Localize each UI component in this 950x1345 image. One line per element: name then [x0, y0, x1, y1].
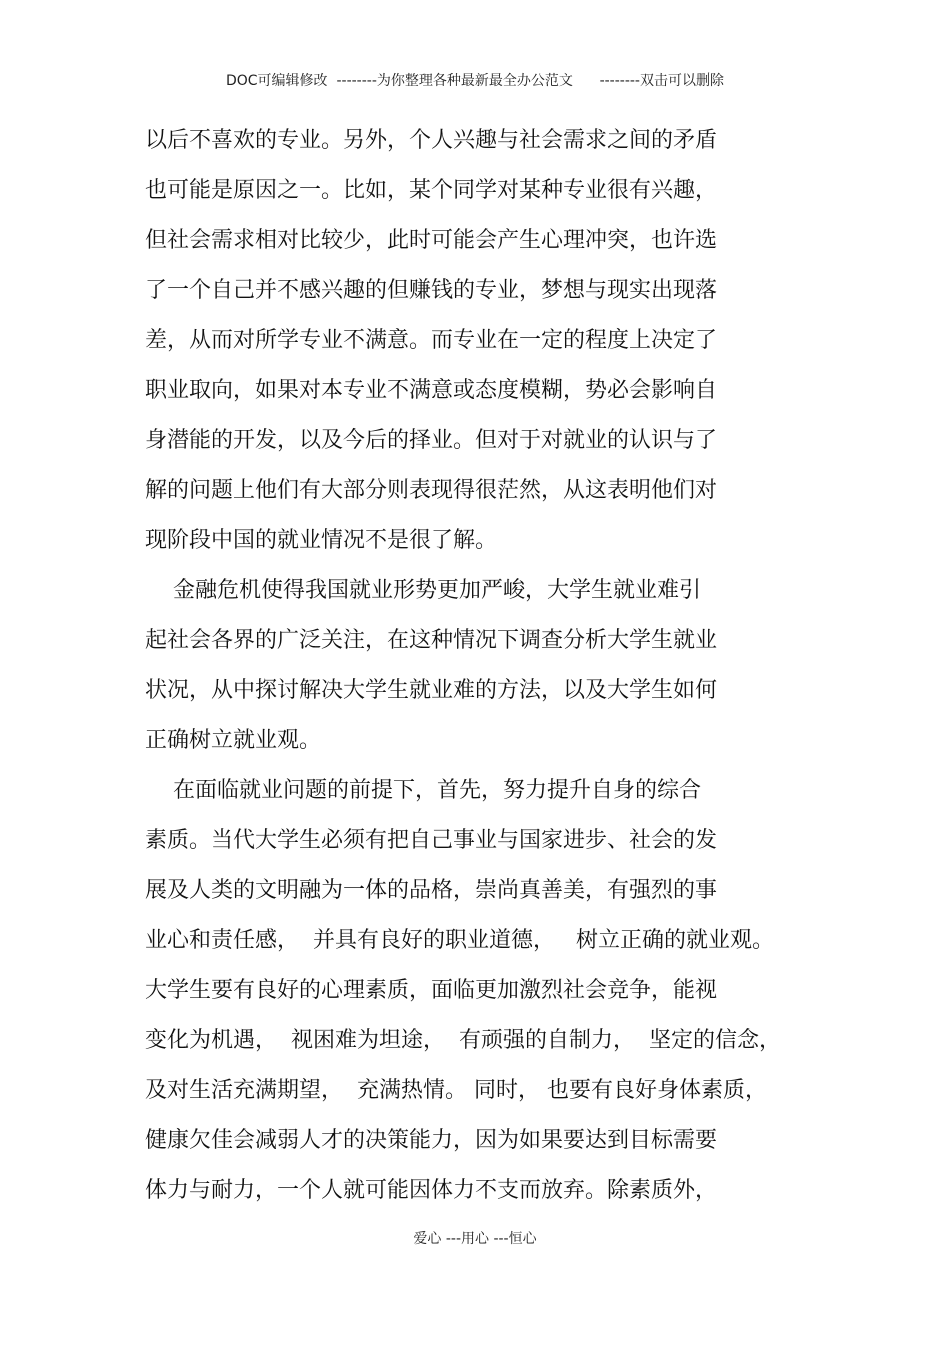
text-line: 现阶段中国的就业情况不是很了解。 [145, 528, 498, 553]
paragraph-start-line: 在面临就业问题的前提下，首先，努力提升自身的综合 [145, 778, 701, 803]
text-line: 展及人类的文明融为一体的品格，崇尚真善美，有强烈的事 [145, 878, 718, 903]
text-line: 正确树立就业观。 [145, 728, 322, 753]
text-line: 及对生活充满期望， 充满热情。 同时， 也要有良好身体素质， [145, 1078, 767, 1103]
text-line: 了一个自己并不感兴趣的但赚钱的专业，梦想与现实出现落 [145, 278, 718, 303]
page-header: DOC可编辑修改 --------为你整理各种最新最全办公范文 --------双击可以删除 [225, 73, 724, 89]
text-line: 健康欠佳会减弱人才的决策能力，因为如果要达到目标需要 [145, 1128, 718, 1153]
text-line: 起社会各界的广泛关注，在这种情况下调查分析大学生就业 [145, 628, 718, 653]
text-line: 素质。当代大学生必须有把自己事业与国家进步、社会的发 [145, 828, 718, 853]
text-line: 身潜能的开发，以及今后的择业。但对于对就业的认识与了 [145, 428, 718, 453]
paragraph-start-line: 金融危机使得我国就业形势更加严峻，大学生就业难引 [145, 578, 701, 603]
text-line: 大学生要有良好的心理素质，面临更加激烈社会竞争，能视 [145, 978, 718, 1003]
text-line: 也可能是原因之一。比如，某个同学对某种专业很有兴趣， [145, 178, 718, 203]
text-line: 差，从而对所学专业不满意。而专业在一定的程度上决定了 [145, 328, 718, 353]
text-line: 解的问题上他们有大部分则表现得很茫然，从这表明他们对 [145, 478, 718, 503]
text-line: 业心和责任感， 并具有良好的职业道德， 树立正确的就业观。 [145, 928, 774, 953]
text-line: 但社会需求相对比较少，此时可能会产生心理冲突，也许选 [145, 228, 718, 253]
text-line: 变化为机遇， 视困难为坦途， 有顽强的自制力， 坚定的信念， [145, 1028, 781, 1053]
text-line: 体力与耐力，一个人就可能因体力不支而放弃。除素质外， [145, 1178, 718, 1203]
page-footer: 爱心 ---用心 ---恒心 [413, 1231, 537, 1247]
text-line: 状况，从中探讨解决大学生就业难的方法，以及大学生如何 [145, 678, 718, 703]
document-body [145, 122, 805, 1222]
text-line: 以后不喜欢的专业。另外，个人兴趣与社会需求之间的矛盾 [145, 128, 718, 153]
text-line: 职业取向，如果对本专业不满意或态度模糊，势必会影响自 [145, 378, 718, 403]
